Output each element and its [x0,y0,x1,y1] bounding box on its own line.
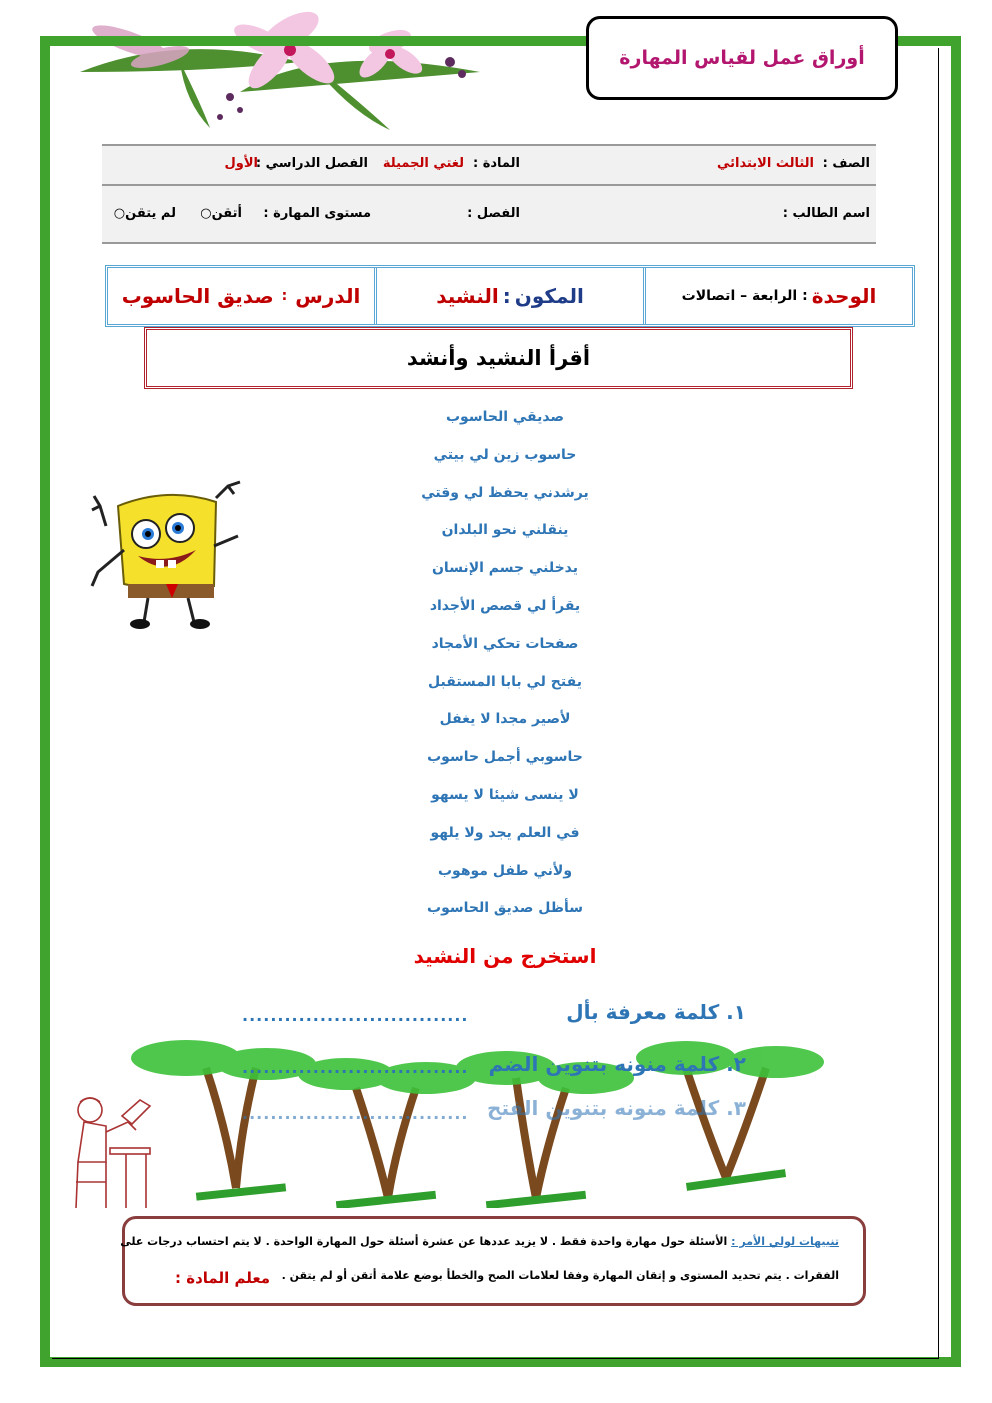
skill-level-label: مستوى المهارة : [263,206,371,221]
poem-line: يرشدني يحفظ لي وقتي [421,484,589,501]
teacher-illustration [66,1092,158,1212]
component-value: النشيد [436,284,499,308]
subject-value: لغتي الجميلة [382,156,464,171]
component-label: المكون [514,284,584,308]
poem-line: صفحات تحكي الأمجاد [431,635,579,652]
question-3-answer[interactable]: ................................ [242,1104,469,1123]
subject-teacher-label: معلم المادة : [175,1269,271,1287]
reading-instruction: أقرأ النشيد وأنشد [144,327,853,389]
option-mastered[interactable] [200,206,242,221]
lesson-label: الدرس [295,284,361,308]
worksheet-title: أوراق عمل لقياس المهارة [586,16,898,100]
parent-notes-line-1: الأسئلة حول مهارة واحدة فقط . لا يزيد عددها عن عشرة أسئلة حول المهارة الواحدة . لا يتم احتساب درجات على [120,1235,728,1248]
lesson-info-table [105,265,915,327]
option-mastered-label: أتقن [211,206,242,221]
poem-line: سأظل صديق الحاسوب [427,900,583,917]
student-info-table [102,144,876,244]
poem-line: يفتح لي بابا المستقبل [428,673,582,690]
poem [380,402,630,931]
parent-notes-label: تنبيهات لولي الأمر : [731,1235,839,1248]
poem-line: ولأني طفل موهوب [437,862,573,879]
option-not-mastered[interactable] [114,206,176,221]
question-1-label: ١. كلمة معرفة بأل [566,1000,746,1024]
lesson-cell: الدرس : صديق الحاسوب [121,284,361,308]
lesson-value: صديق الحاسوب [121,284,274,308]
semester-value: الأول [224,156,258,171]
poem-line: يقرأ لي قصص الأجداد [429,597,581,614]
semester-label: الفصل الدراسي : [255,156,368,171]
poem-line: حاسوبي أجمل حاسوب [427,749,583,766]
poem-line: في العلم يجد ولا يلهو [430,824,580,841]
grade-value: الثالث الابتدائي [716,156,814,171]
exercise-title: استخرج من النشيد [413,944,597,968]
class-label: الفصل : [467,206,520,221]
unit-value: : الرابعة – اتصالات [681,288,808,304]
subject-label: المادة : [472,156,520,171]
component-cell: المكون : النشيد [374,268,643,324]
poem-line: ينقلني نحو البلدان [441,522,569,539]
circle-icon: ○ [113,206,126,221]
question-3-label: ٣. كلمة منونه بتنوين الفتح [487,1096,746,1120]
poem-line: لا ينسى شيئا لا يسهو [431,786,579,803]
question-2-answer[interactable]: ................................ [242,1058,469,1077]
poem-line: يدخلني جسم الإنسان [431,560,579,577]
question-1-answer[interactable]: ................................ [242,1006,469,1025]
poem-line: حاسوب زين لي بيتي [433,446,577,463]
circle-icon: ○ [200,206,212,221]
poem-line: صديقي الحاسوب [445,409,564,425]
option-not-mastered-label: لم يتقن [125,206,176,221]
sponge-character-illustration [88,476,248,636]
student-name-label: اسم الطالب : [782,206,870,221]
grade-label: الصف : [822,156,870,171]
parent-notes-box [122,1216,866,1306]
parent-notes-line-2: الفقرات . يتم تحديد المستوى و إتقان المهارة وفقا لعلامات الصح والخطأ بوضع علامة أتقن أو لم يتقن . [281,1269,839,1282]
unit-cell [643,268,912,324]
question-2-label: ٢. كلمة منونه بتنوين الضم [488,1052,746,1076]
unit-label: الوحدة [811,284,877,308]
poem-line: لأصير مجدا لا يغفل [439,711,571,728]
